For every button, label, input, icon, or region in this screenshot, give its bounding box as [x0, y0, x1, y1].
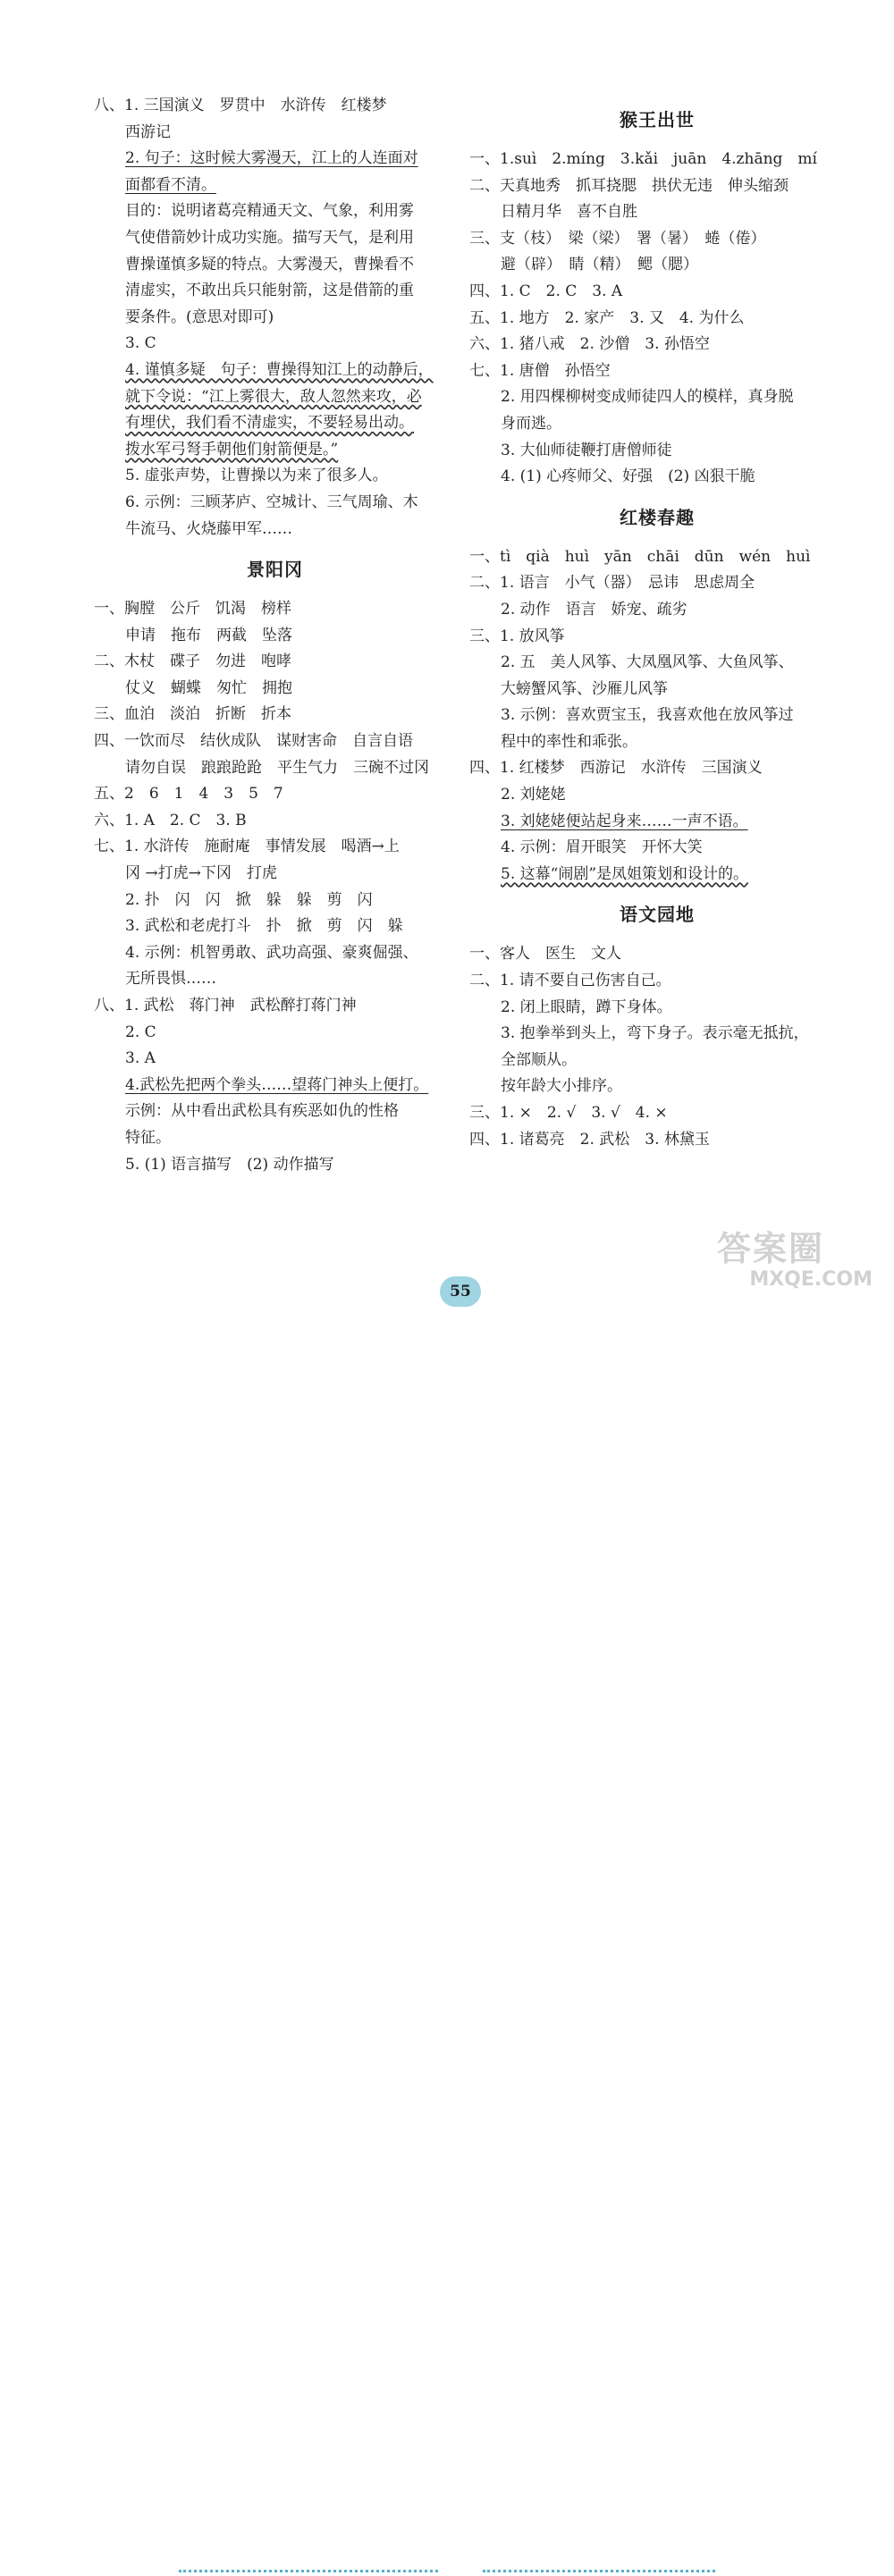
underlined-text: 2. 句子：这时候大雾漫天，江上的人连面对	[125, 149, 418, 168]
answer-line	[94, 173, 456, 199]
answer-line: 2. 动作 语言 娇宠、疏劣	[501, 600, 687, 619]
watermark-logo	[717, 1229, 878, 1292]
answer-line: 西游记	[125, 122, 171, 141]
answer-line: 5. (1) 语言描写 (2) 动作描写	[125, 1155, 334, 1174]
answer-line	[469, 809, 845, 836]
answer-line: 无所畏惧……	[125, 970, 216, 989]
answer-line: 4. (1) 心疼师父、好强 (2) 凶狠干脆	[501, 467, 755, 486]
answer-line: 八、1. 三国演义 罗贯中 水浒传 红楼梦	[94, 97, 387, 114]
answer-line: 一、胸膛 公斤 饥渴 榜样	[94, 600, 291, 619]
answer-line: 三、1. × 2. √ 3. √ 4. ×	[469, 1104, 668, 1122]
section-heading: 红楼春趣	[620, 506, 695, 528]
answer-line: 三、1. 放风筝	[469, 627, 565, 645]
answer-line	[94, 146, 456, 173]
answer-line: 一、客人 医生 文人	[469, 945, 621, 964]
footer-dots-left	[179, 2570, 438, 2576]
right-column	[469, 93, 845, 1153]
answer-line: 目的：说明诸葛亮精通天文、气象，利用雾	[125, 202, 414, 221]
answer-line: 一、1.suì 2.míng 3.kǎi juān 4.zhāng mí	[469, 150, 817, 168]
left-column	[94, 93, 456, 1178]
answer-line: 五、2 6 1 4 3 5 7	[94, 785, 283, 804]
answer-line: 要条件。(意思对即可)	[125, 307, 274, 326]
answer-line: 请勿自误 踉踉跄跄 平生气力 三碗不过冈	[125, 758, 429, 777]
answer-line: 2. C	[125, 1023, 156, 1041]
answer-line: 示例：从中看出武松具有疾恶如仇的性格	[125, 1102, 399, 1121]
answer-line	[94, 1073, 456, 1099]
section-heading: 语文园地	[620, 904, 695, 926]
answer-line: 二、1. 语言 小气（器） 忌讳 思虑周全	[469, 574, 755, 593]
underlined-text: 5. 这幕“闹剧”是凤姐策划和设计的。	[501, 864, 749, 883]
answer-line: 四、1. C 2. C 3. A	[469, 282, 623, 300]
watermark-url: MXQE.COM	[749, 1268, 873, 1291]
answer-line: 全部顺从。	[501, 1050, 577, 1069]
answer-line: 四、1. 诸葛亮 2. 武松 3. 林黛玉	[469, 1130, 710, 1149]
answer-line: 4. 示例：眉开眼笑 开怀大笑	[501, 838, 703, 857]
answer-line: 六、1. 猪八戒 2. 沙僧 3. 孙悟空	[469, 335, 710, 354]
answer-line: 2. 刘姥姥	[501, 786, 566, 804]
answer-line: 6. 示例：三顾茅庐、空城计、三气周瑜、木	[125, 492, 418, 511]
answer-line: 日精月华 喜不自胜	[501, 203, 637, 222]
answer-line: 冈 →打虎→下冈 打虎	[125, 864, 277, 883]
underlined-text: 4. 谨慎多疑 句子：曹操得知江上的动静后，	[125, 360, 434, 379]
underlined-text: 有埋伏，我们看不清虚实，不要轻易出动。	[125, 414, 414, 433]
answer-line: 3. 武松和老虎打斗 扑 掀 剪 闪 躲	[125, 917, 403, 936]
answer-line: 3. A	[125, 1049, 156, 1068]
answer-line: 3. C	[125, 334, 156, 353]
answer-line: 4. 示例：机智勇敢、武功高强、豪爽倔强、	[125, 943, 418, 962]
answer-line: 特征。	[125, 1128, 171, 1147]
answer-line: 程中的率性和乖张。	[501, 732, 637, 751]
answer-line: 清虚实，不敢出兵只能射箭，这是借箭的重	[125, 282, 414, 300]
answer-line	[94, 410, 456, 437]
page-number: 55	[440, 1276, 481, 1307]
answer-line: 2. 用四棵柳树变成师徒四人的模样，真身脱	[501, 388, 794, 407]
answer-line: 四、1. 红楼梦 西游记 水浒传 三国演义	[469, 759, 763, 778]
underlined-text: 3. 刘姥姥便站起身来……一声不语。	[501, 812, 748, 830]
answer-line: 一、tì qià huì yān chāi dūn wén huì	[469, 547, 811, 566]
underlined-text: 面都看不清。	[125, 175, 216, 194]
answer-line: 2. 五 美人风筝、大凤凰风筝、大鱼风筝、	[501, 653, 794, 672]
answer-line	[94, 384, 456, 411]
answer-line: 八、1. 武松 蒋门神 武松醉打蒋门神	[94, 997, 357, 1014]
section-heading: 景阳冈	[247, 559, 303, 581]
answer-line: 二、天真地秀 抓耳挠腮 拱伏无违 伸头缩颈	[469, 176, 789, 195]
answer-line: 五、1. 地方 2. 家产 3. 又 4. 为什么	[469, 308, 745, 327]
answer-line: 气使借箭妙计成功实施。描写天气，是利用	[125, 228, 414, 247]
answer-line: 四、一饮而尽 结伙成队 谋财害命 自言自语	[94, 732, 413, 751]
answer-line: 曹操谨慎多疑的特点。大雾漫天，曹操看不	[125, 255, 414, 274]
underlined-text: 拨水军弓弩手朝他们射箭便是。”	[125, 440, 339, 459]
answer-line	[94, 358, 456, 384]
underlined-text: 4.武松先把两个拳头……望蒋门神头上便打。	[125, 1075, 429, 1094]
answer-line: 七、1. 唐僧 孙悟空	[469, 361, 611, 380]
answer-line: 牛流马、火烧藤甲军……	[125, 519, 292, 538]
watermark-text: 答案圈	[717, 1229, 825, 1268]
answer-line: 七、1. 水浒传 施耐庵 事情发展 喝酒→上	[94, 838, 400, 856]
answer-line: 三、血泊 淡泊 折断 折本	[94, 705, 291, 724]
answer-line: 身而逃。	[501, 414, 561, 433]
footer-dots-right	[483, 2570, 715, 2576]
answer-line: 仗义 蝴蝶 匆忙 拥抱	[125, 678, 292, 697]
answer-line: 三、支（枝） 梁（梁） 署（暑） 蜷（倦）	[469, 229, 766, 248]
underlined-text: 就下令说：“江上雾很大，敌人忽然来攻，必	[125, 387, 422, 406]
answer-line: 大螃蟹风筝、沙雁儿风筝	[501, 679, 668, 698]
answer-line: 3. 大仙师徒鞭打唐僧师徒	[501, 441, 672, 459]
answer-line: 3. 抱拳举到头上，弯下身子。表示毫无抵抗，	[501, 1024, 809, 1043]
answer-line: 六、1. A 2. C 3. B	[94, 811, 247, 829]
section-heading: 猴王出世	[620, 109, 695, 130]
answer-line: 3. 示例：喜欢贾宝玉，我喜欢他在放风筝过	[501, 706, 794, 725]
answer-line: 申请 拖布 两截 坠落	[125, 626, 292, 644]
answer-line: 避（辟） 睛（精） 鳃（腮）	[501, 256, 698, 274]
answer-line: 按年龄大小排序。	[501, 1077, 622, 1096]
answer-line	[469, 862, 845, 888]
answer-line: 2. 闭上眼睛，蹲下身体。	[501, 998, 672, 1016]
answer-line	[94, 437, 456, 464]
answer-line: 二、木杖 碟子 勿进 咆哮	[94, 652, 291, 671]
answer-line: 5. 虚张声势，让曹操以为来了很多人。	[125, 467, 388, 485]
answer-line: 二、1. 请不要自己伤害自己。	[469, 972, 671, 990]
answer-line: 2. 扑 闪 闪 掀 躲 躲 剪 闪	[125, 890, 373, 909]
